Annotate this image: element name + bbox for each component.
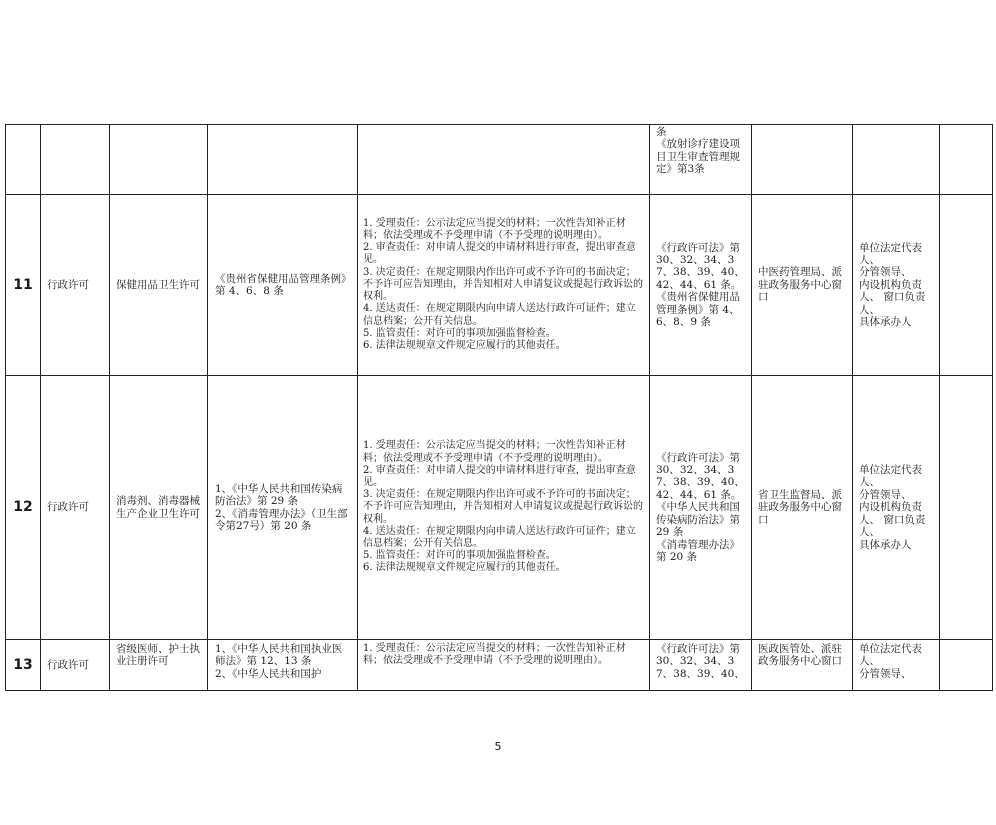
item-name: 保健用品卫生许可 bbox=[110, 195, 208, 376]
responsible-person: 单位法定代表人、 分管领导、 bbox=[853, 640, 940, 691]
responsibility-items: 1. 受理责任：公示法定应当提交的材料；一次性告知补正材料；依法受理或不予受理申请（不予受理的说明理由）。 2. 审查责任：对申请人提交的申请材料进行审查，提出审查意见。 3. 决定责任：在规定期限内作出许可或不予许可的书面决定；不予许可应告知理由，并告知相对人申请复议或提起行政诉讼的权利。 4. 送达责任：在规定期限内向申请人送达行政许可证件；建立信息档案；公开有关信息。 5. 监管责任：对许可的事项加强监督检查。 6. 法律法规规章文件规定应履行的其他责任。 bbox=[358, 376, 650, 640]
responsible-person: 单位法定代表人、 分管领导、 内设机构负责人、 窗口负责人、 具体承办人 bbox=[853, 376, 940, 640]
remarks bbox=[940, 125, 993, 195]
legal-basis: 《贵州省保健用品管理条例》第 4、6、8 条 bbox=[208, 195, 358, 376]
row-number: 11 bbox=[6, 195, 41, 376]
responsibility-basis: 《行政许可法》第 30、32、34、37、38、39、40、 bbox=[650, 640, 752, 691]
power-type bbox=[41, 125, 110, 195]
item-name: 消毒剂、消毒器械生产企业卫生许可 bbox=[110, 376, 208, 640]
responsibility-basis: 条 《放射诊疗建设项目卫生审查管理规定》第3条 bbox=[650, 125, 752, 195]
remarks bbox=[940, 640, 993, 691]
legal-basis: 1、《中华人民共和国传染病防治法》第 29 条 2、《消毒管理办法》（卫生部令第27号）第 20 条 bbox=[208, 376, 358, 640]
responsibility-items bbox=[358, 125, 650, 195]
responsible-unit bbox=[752, 125, 853, 195]
responsibility-basis: 《行政许可法》第 30、32、34、37、38、39、40、42、44、61 条。 《中华人民共和国传染病防治法》第 29 条 《消毒管理办法》第 20 条 bbox=[650, 376, 752, 640]
legal-basis bbox=[208, 125, 358, 195]
responsibility-basis: 《行政许可法》第 30、32、34、37、38、39、40、42、44、61 条。 《贵州省保健用品管理条例》第 4、6、8、9 条 bbox=[650, 195, 752, 376]
power-type: 行政许可 bbox=[41, 195, 110, 376]
row-number bbox=[6, 125, 41, 195]
table-row bbox=[6, 195, 993, 376]
row-number: 13 bbox=[6, 640, 41, 691]
power-type: 行政许可 bbox=[41, 376, 110, 640]
table-row bbox=[6, 125, 993, 195]
responsible-unit: 医政医管处、派驻政务服务中心窗口 bbox=[752, 640, 853, 691]
table-row bbox=[6, 640, 993, 691]
item-name: 省级医师、护士执业注册许可 bbox=[110, 640, 208, 691]
responsibility-items: 1. 受理责任：公示法定应当提交的材料；一次性告知补正材料；依法受理或不予受理申请（不予受理的说明理由）。 2. 审查责任：对申请人提交的申请材料进行审查，提出审查意见。 3. 决定责任：在规定期限内作出许可或不予许可的书面决定；不予许可应告知理由，并告知相对人申请复议或提起行政诉讼的权利。 4. 送达责任：在规定期限内向申请人送达行政许可证件；建立信息档案；公开有关信息。 5. 监管责任：对许可的事项加强监督检查。 6. 法律法规规章文件规定应履行的其他责任。 bbox=[358, 195, 650, 376]
responsible-unit: 中医药管理局、派驻政务服务中心窗口 bbox=[752, 195, 853, 376]
page-number: 5 bbox=[494, 740, 502, 753]
remarks bbox=[940, 195, 993, 376]
remarks bbox=[940, 376, 993, 640]
responsibility-table bbox=[5, 124, 993, 691]
responsible-person: 单位法定代表人、 分管领导、 内设机构负责人、 窗口负责人、 具体承办人 bbox=[853, 195, 940, 376]
responsibility-items: 1. 受理责任：公示法定应当提交的材料；一次性告知补正材料；依法受理或不予受理申请（不予受理的说明理由）。 bbox=[358, 640, 650, 691]
responsible-person bbox=[853, 125, 940, 195]
item-name bbox=[110, 125, 208, 195]
responsible-unit: 省卫生监督局、派驻政务服务中心窗口 bbox=[752, 376, 853, 640]
legal-basis: 1、《中华人民共和国执业医师法》第 12、13 条 2、《中华人民共和国护 bbox=[208, 640, 358, 691]
row-number: 12 bbox=[6, 376, 41, 640]
table-row bbox=[6, 376, 993, 640]
power-type: 行政许可 bbox=[41, 640, 110, 691]
